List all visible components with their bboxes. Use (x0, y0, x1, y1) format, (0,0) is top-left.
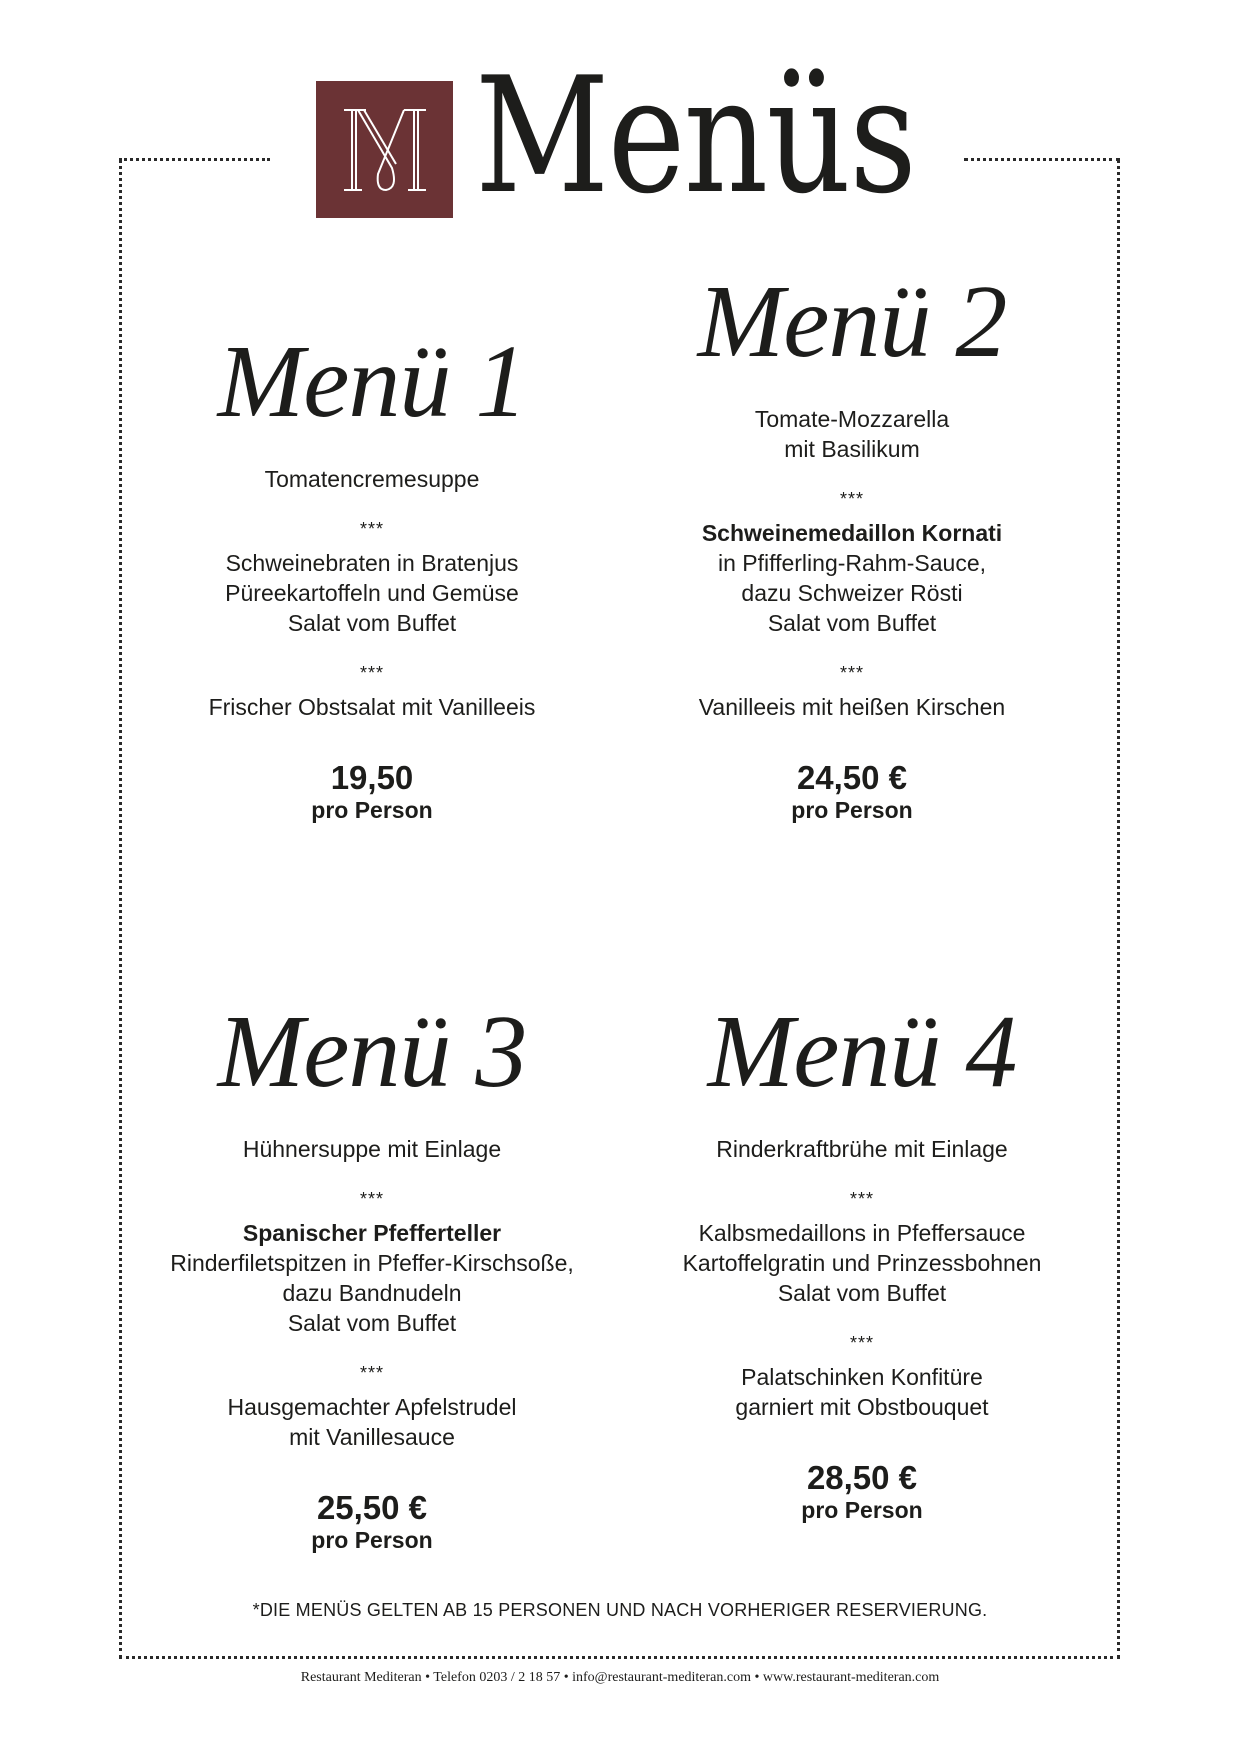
main-line: Salat vom Buffet (777, 1280, 947, 1306)
menu-card-4 (642, 994, 1082, 1524)
main-course (642, 1218, 1082, 1308)
menu-heading: Menü 1 (217, 324, 527, 439)
starter-line: Tomate-Mozzarella (754, 406, 950, 432)
main-line: Schweinebraten in Bratenjus (225, 550, 519, 576)
course-separator: *** (849, 1333, 874, 1353)
main-course (152, 548, 592, 638)
frame-border-bottom (119, 1656, 1120, 1659)
course-separator: *** (359, 663, 384, 683)
starter-line: Tomatencremesuppe (264, 466, 480, 492)
frame-border-top-left (119, 158, 270, 161)
main-line: Salat vom Buffet (767, 610, 937, 636)
menu-price: 24,50 € (796, 759, 908, 796)
course-separator: *** (839, 489, 864, 509)
monogram-m-icon (340, 108, 430, 192)
per-person-label: pro Person (801, 1497, 923, 1523)
course-separator: *** (359, 1189, 384, 1209)
dessert-line: Hausgemachter Apfelstrudel (227, 1394, 517, 1420)
frame-border-top-right (964, 158, 1120, 161)
dessert-line: Vanilleeis mit heißen Kirschen (698, 694, 1006, 720)
main-course (152, 1218, 592, 1338)
main-line: Salat vom Buffet (287, 1310, 457, 1336)
starter-line: Rinderkraftbrühe mit Einlage (716, 1136, 1008, 1162)
dessert-line: Palatschinken Konfitüre (741, 1364, 983, 1390)
course-separator: *** (359, 519, 384, 539)
course-separator: *** (359, 1363, 384, 1383)
footer-contact: Restaurant Mediteran • Telefon 0203 / 2 18 57 • info@restaurant-mediteran.com • www.restaurant-mediteran.com (300, 1670, 940, 1685)
starter (632, 404, 1072, 464)
menu-price: 19,50 (330, 759, 414, 796)
dessert-line: Frischer Obstsalat mit Vanilleeis (208, 694, 536, 720)
dessert (642, 1362, 1082, 1422)
dessert-line: garniert mit Obstbouquet (735, 1394, 989, 1420)
main-line: Kalbsmedaillons in Pfeffersauce (698, 1220, 1026, 1246)
per-person-label: pro Person (791, 797, 913, 823)
menu-heading: Menü 3 (217, 994, 527, 1109)
dessert (152, 1392, 592, 1452)
main-course (632, 518, 1072, 638)
menu-price: 25,50 € (316, 1489, 428, 1526)
per-person-label: pro Person (311, 797, 433, 823)
main-dish-title: Spanischer Pfefferteller (242, 1220, 502, 1246)
main-line: Püreekartoffeln und Gemüse (225, 580, 519, 606)
main-line: Salat vom Buffet (287, 610, 457, 636)
logo (316, 81, 453, 218)
course-separator: *** (849, 1189, 874, 1209)
frame-border-right (1117, 159, 1120, 1659)
main-line: dazu Schweizer Rösti (741, 580, 963, 606)
main-line: dazu Bandnudeln (282, 1280, 462, 1306)
menu-heading: Menü 2 (697, 264, 1007, 379)
menu-heading: Menü 4 (707, 994, 1017, 1109)
starter-line: Hühnersuppe mit Einlage (242, 1136, 502, 1162)
menu-card-3 (152, 994, 592, 1554)
course-separator: *** (839, 663, 864, 683)
starter-line: mit Basilikum (784, 436, 920, 462)
per-person-label: pro Person (311, 1527, 433, 1553)
starter (642, 1134, 1082, 1164)
dessert-line: mit Vanillesauce (289, 1424, 455, 1450)
menu-price: 28,50 € (806, 1459, 918, 1496)
starter (152, 1134, 592, 1164)
dessert (632, 692, 1072, 722)
page-title: Menüs (475, 42, 916, 229)
menu-card-2 (632, 264, 1072, 824)
frame-border-left (119, 159, 122, 1659)
main-line: in Pfifferling-Rahm-Sauce, (717, 550, 987, 576)
main-line: Rinderfiletspitzen in Pfeffer-Kirschsoße, (170, 1250, 574, 1276)
main-line: Kartoffelgratin und Prinzessbohnen (682, 1250, 1042, 1276)
menu-card-1 (152, 324, 592, 824)
starter (152, 464, 592, 494)
dessert (152, 692, 592, 722)
disclaimer: *DIE MENÜS GELTEN AB 15 PERSONEN UND NACH VORHERIGER RESERVIERUNG. (252, 1600, 988, 1620)
main-dish-title: Schweinemedaillon Kornati (701, 520, 1003, 546)
